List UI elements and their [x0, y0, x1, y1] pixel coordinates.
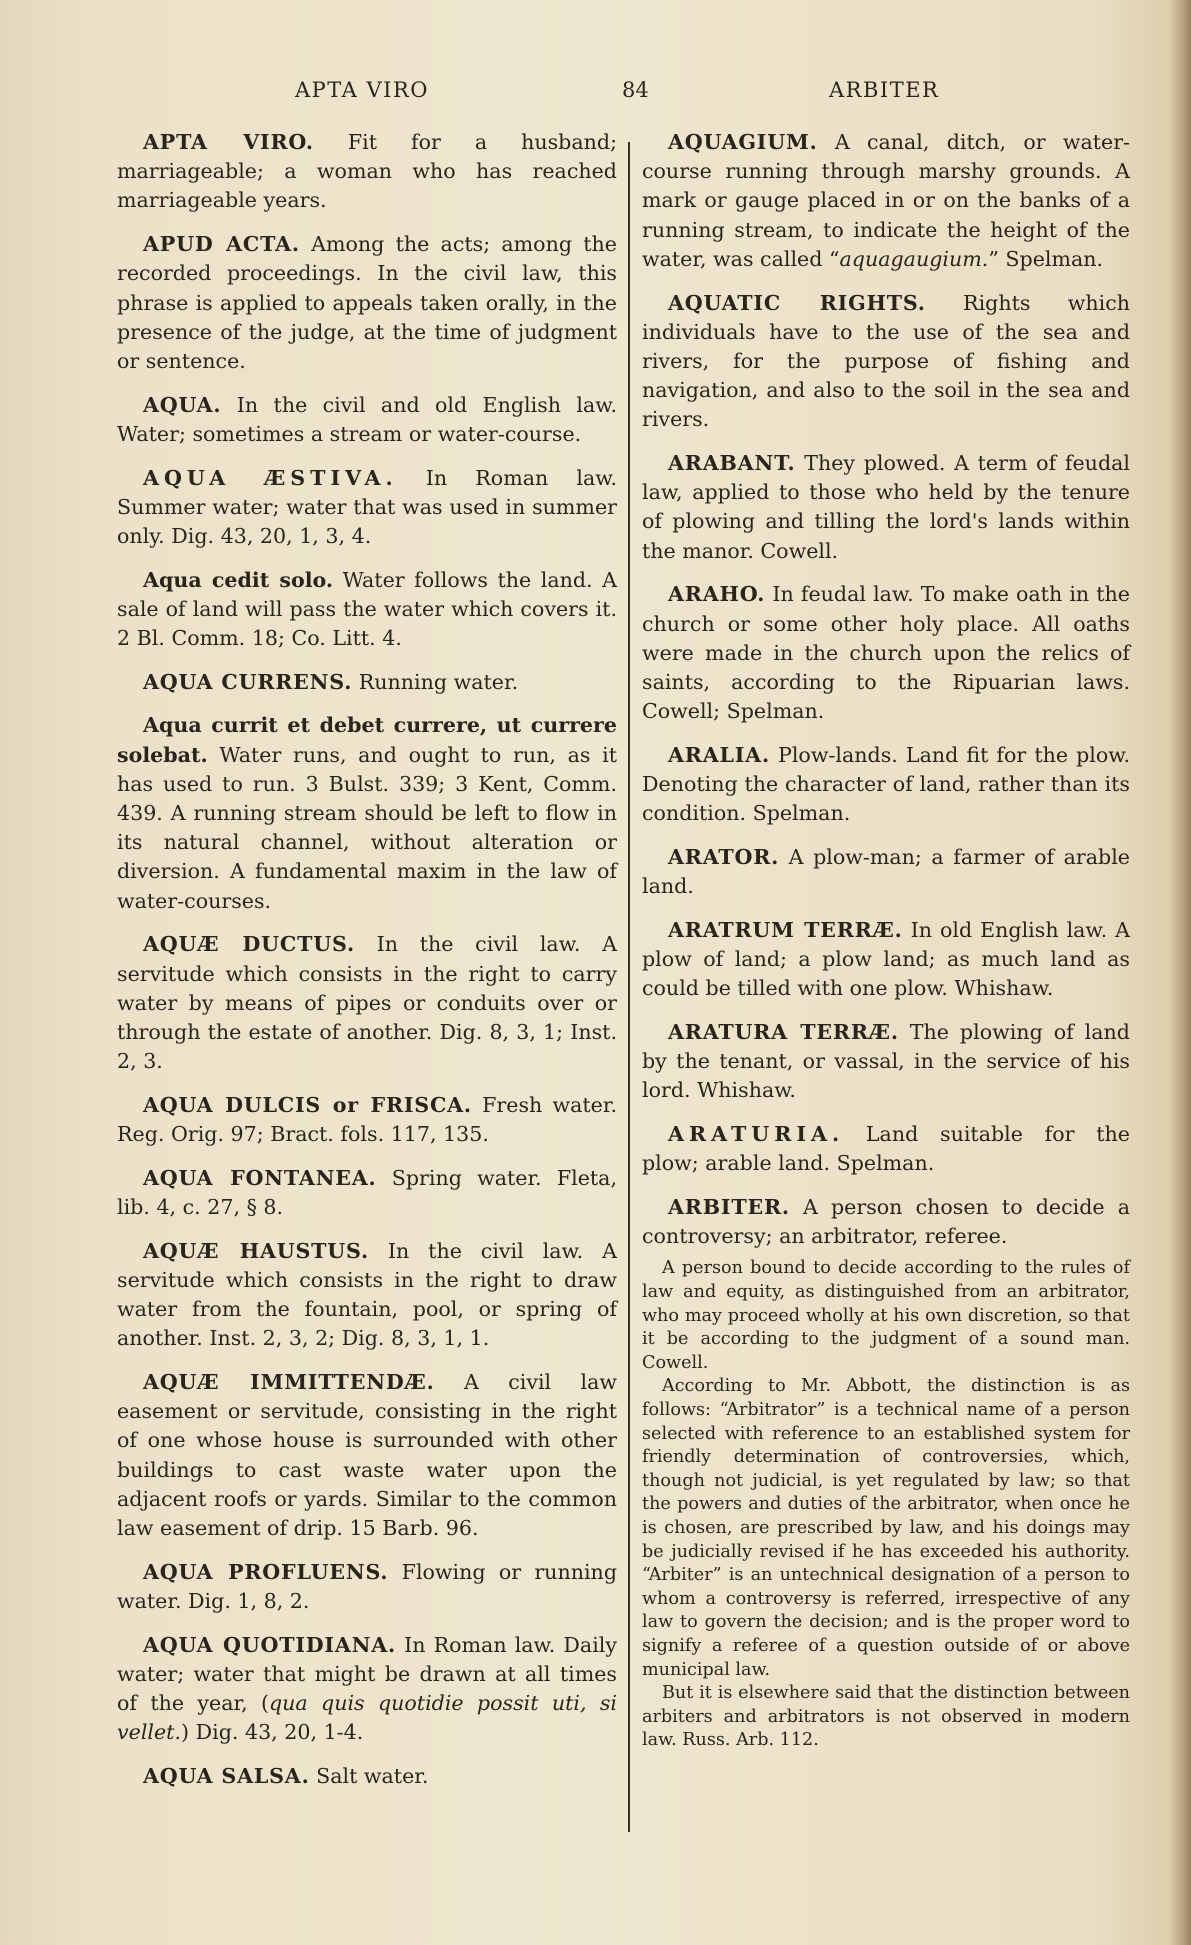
definition: Spring water. Fleta, lib. 4, c. 27, § 8.	[117, 1165, 617, 1219]
definition: Fresh water. Reg. Orig. 97; Bract. fols. 117, 135.	[117, 1092, 617, 1147]
definition: Salt water.	[309, 1763, 429, 1788]
entry-arbiter	[642, 1193, 1130, 1251]
headword: AQUATIC RIGHTS.	[668, 290, 926, 315]
entry-aqua-quotidiana	[117, 1631, 617, 1748]
headword: AQUAGIUM.	[668, 130, 818, 154]
entry-aralia	[642, 741, 1130, 829]
entry-aquatic-rights	[642, 289, 1130, 435]
running-head	[0, 78, 1191, 108]
page-gutter-shadow	[1169, 0, 1191, 1945]
definition: In old English law. A plow of land; a plow land; as much land as could be tilled with one plow. Whishaw.	[642, 917, 1130, 1001]
headword: AQUÆ DUCTUS.	[143, 932, 355, 957]
citation: ” Spelman.	[988, 246, 1104, 271]
headword: ARATURA TERRÆ.	[668, 1019, 899, 1044]
entry-aqua-salsa	[117, 1762, 617, 1791]
entry-aquae-haustus	[117, 1237, 617, 1354]
headword: ARATRUM TERRÆ.	[668, 917, 903, 942]
definition: In the civil law. A servitude which consists in the right to carry water by means of pipes or conduits over or through the estate of another. Dig. 8, 3, 1; Inst. 2, 3.	[117, 932, 618, 1074]
definition: In the civil law. A servitude which consists in the right to draw water from the fountain, pool, or spring of another. Inst. 2, 3, 2; Dig. 8, 3, 1, 1.	[117, 1238, 618, 1351]
column-divider	[628, 142, 630, 1832]
entry-apta-viro	[117, 128, 617, 216]
entry-aqua-fontanea	[117, 1164, 617, 1222]
entry-aqua-currens	[117, 668, 617, 697]
headword: ARBITER.	[668, 1195, 790, 1219]
headword: AQUÆ HAUSTUS.	[143, 1238, 369, 1263]
entry-aqua-profluens	[117, 1558, 617, 1616]
latin-term: aquagaugium.	[839, 246, 989, 271]
definition: A person chosen to decide a controversy; an arbitrator, referee.	[642, 1195, 1130, 1249]
definition: Flowing or running water. Dig. 1, 8, 2.	[117, 1559, 617, 1613]
entry-apud-acta	[117, 230, 617, 376]
definition: Fit for a husband; marriageable; a woman who has reached marriageable years.	[117, 130, 618, 213]
headword: ARATURIA.	[668, 1122, 845, 1147]
headword: AQUA DULCIS or FRISCA.	[143, 1092, 472, 1117]
entry-aratrum-terrae	[642, 916, 1130, 1004]
definition: Plow-lands. Land fit for the plow. Denoting the character of land, rather than its condition. Spelman.	[642, 742, 1130, 826]
definition: Among the acts; among the recorded proceedings. In the civil law, this phrase is applied to appeals taken orally, in the presence of the judge, at the time of judgment or sentence.	[117, 232, 617, 373]
entry-aratura-terrae	[642, 1018, 1130, 1106]
definition: Water follows the land. A sale of land will pass the water which covers it. 2 Bl. Comm. 18; Co. Litt. 4.	[117, 567, 617, 651]
entry-aquae-ductus	[117, 930, 617, 1076]
arbiter-note-1: A person bound to decide according to the rules of law and equity, as distinguished from an arbitrator, who may proceed wholly at his own discretion, so that it be according to the judgment of a sound man. Cowell.	[642, 1258, 1130, 1373]
headword: APUD ACTA.	[143, 232, 300, 257]
citation: ) Dig. 43, 20, 1-4.	[181, 1720, 364, 1745]
entry-aqua-dulcis	[117, 1091, 617, 1149]
definition: A civil law easement or servitude, consisting in the right of one whose house is surrounded with other buildings to cast waste water upon the adjacent roofs or yards. Similar to the common law easement of drip. 15 Barb. 96.	[117, 1370, 617, 1541]
headword: AQUA FONTANEA.	[143, 1165, 377, 1190]
entry-aqua-aestiva	[117, 464, 617, 552]
headword: AQUA QUOTIDIANA.	[143, 1632, 396, 1657]
headword: APTA VIRO.	[143, 130, 314, 154]
definition: A canal, ditch, or water-course running through marshy grounds. A mark or gauge placed in or on the banks of a running stream, to indicate the height of the water, was called “	[642, 130, 1130, 271]
latin-phrase: qua quis quotidie possit uti, si vellet.	[117, 1691, 617, 1745]
headword: AQUA PROFLUENS.	[143, 1559, 389, 1584]
entry-aquagium	[642, 128, 1130, 274]
definition: In Roman law. Summer water; water that was used in summer only. Dig. 43, 20, 1, 3, 4.	[117, 465, 618, 548]
headword: ARALIA.	[668, 742, 770, 767]
running-head-right: ARBITER	[829, 78, 940, 102]
definition: Running water.	[352, 669, 519, 694]
page-number: 84	[622, 78, 649, 102]
headword: ARAHO.	[668, 582, 766, 607]
entry-aqua-currit	[117, 711, 617, 915]
headword: AQUA.	[143, 392, 222, 417]
headword: AQUA ÆSTIVA.	[143, 465, 398, 490]
maxim-headword: Aqua currit et debet currere, ut currere solebat.	[117, 713, 617, 767]
definition: A plow-man; a farmer of arable land.	[642, 844, 1130, 899]
entry-aqua-cedit-solo	[117, 566, 617, 654]
definition: In the civil and old English law. Water; sometimes a stream or water-course.	[117, 392, 617, 446]
entry-araturia	[642, 1120, 1130, 1178]
definition: Rights which individuals have to the use of the sea and rivers, for the purpose of fishing and navigation, and also to the soil in the sea and rivers.	[642, 290, 1130, 432]
headword: AQUÆ IMMITTENDÆ.	[143, 1370, 435, 1395]
left-column	[117, 128, 617, 1806]
definition: Water runs, and ought to run, as it has used to run. 3 Bulst. 339; 3 Kent, Comm. 439. A running stream should be left to flow in its natural channel, without alteration or diversion. A fundamental maxim in the law of water-courses.	[117, 742, 617, 913]
headword: ARATOR.	[668, 844, 780, 869]
entry-arabant	[642, 449, 1130, 566]
headword: AQUA CURRENS.	[143, 669, 353, 694]
definition: They plowed. A term of feudal law, applied to those who held by the tenure of plowing and tilling the lord's lands within the manor. Cowell.	[642, 451, 1130, 563]
entry-aquae-immittendae	[117, 1368, 617, 1543]
definition: The plowing of land by the tenant, or vassal, in the service of his lord. Whishaw.	[642, 1019, 1130, 1103]
definition: Land suitable for the plow; arable land. Spelman.	[642, 1122, 1130, 1176]
maxim-headword: Aqua cedit solo.	[143, 567, 334, 592]
definition: In feudal law. To make oath in the church or some other holy place. All oaths were made in the church upon the relics of saints, according to the Ripuarian laws. Cowell; Spelman.	[642, 582, 1130, 724]
headword: ARABANT.	[668, 451, 796, 476]
entry-araho	[642, 580, 1130, 726]
entry-arator	[642, 843, 1130, 901]
right-column	[642, 128, 1130, 1753]
arbiter-note-2: According to Mr. Abbott, the distinction is as follows: “Arbitrator” is a technical name of a person selected with reference to an established system for friendly determination of controversies, which, though not judicial, is yet regulated by law; so that the powers and duties of the arbitrator, when once he is chosen, are prescribed by law, and his doings may be judicially revised if he has exceeded his authority. “Arbiter” is an untechnical designation of a person to whom a controversy is referred, irrespective of any law to govern the decision; and is the proper word to signify a referee of a question outside of or above municipal law.	[642, 1376, 1130, 1680]
definition: In Roman law. Daily water; water that might be drawn at all times of the year, (	[117, 1632, 617, 1716]
running-head-left: APTA VIRO	[295, 78, 429, 102]
headword: AQUA SALSA.	[143, 1763, 310, 1788]
arbiter-notes	[642, 1257, 1130, 1752]
arbiter-note-3: But it is elsewhere said that the distinction between arbiters and arbitrators is not observed in modern law. Russ. Arb. 112.	[642, 1683, 1130, 1751]
entry-aqua	[117, 391, 617, 449]
